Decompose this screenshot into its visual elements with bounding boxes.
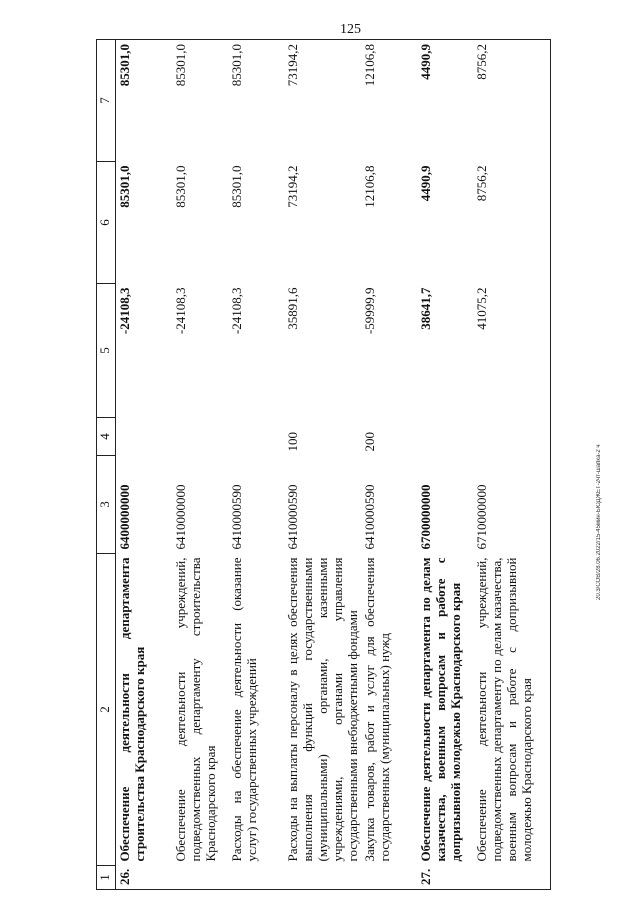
row-number: 26. xyxy=(116,866,173,890)
header-cell: 7 xyxy=(97,40,116,162)
row-value-col6: 85301,0 xyxy=(229,165,244,208)
page-number: 125 xyxy=(340,22,361,37)
row-expense-type: 100 xyxy=(285,432,300,452)
row-number: 27. xyxy=(417,866,473,890)
row-value-col7: 73194,2 xyxy=(284,40,361,162)
row-value-col7: 85301,0 xyxy=(116,40,173,162)
table-row xyxy=(361,40,417,890)
row-value-col6: 4490,9 xyxy=(418,165,433,202)
row-value-col5: -59999,9 xyxy=(362,287,377,335)
row-code: 6700000000 xyxy=(418,484,433,550)
row-value-col7: 4490,9 xyxy=(417,40,473,162)
row-value-col7: 85301,0 xyxy=(228,40,284,162)
row-number xyxy=(284,866,361,890)
header-cell: 1 xyxy=(97,866,116,890)
row-name: Обеспечение деятельности департамента по делам казачества, военным вопросам и работе с допризывной молодежью Краснодарского края xyxy=(418,557,463,862)
header-cell: 2 xyxy=(97,554,116,866)
row-name: Обеспечение деятельности департамента строительства Краснодарского края xyxy=(117,557,147,862)
row-name: Расходы на выплаты персоналу в целях обеспечения выполнения функций государственными (муниципальными) органами, казенными учреждениями, органами управления государственными внебюджетными фондами xyxy=(285,557,360,862)
header-cell: 4 xyxy=(97,418,116,456)
row-value-col7: 8756,2 xyxy=(473,40,551,162)
row-value-col6: 8756,2 xyxy=(473,162,551,284)
row-code: 6710000000 xyxy=(473,456,551,554)
header-row xyxy=(97,40,116,890)
row-value-col6: 73194,2 xyxy=(285,165,300,208)
row-value-col5: -24108,3 xyxy=(229,287,244,335)
budget-table xyxy=(96,39,551,890)
row-number xyxy=(172,866,228,890)
header-cell: 6 xyxy=(97,162,116,284)
row-expense-type xyxy=(228,418,284,456)
row-expense-type xyxy=(417,418,473,456)
row-value-col5: 41075,2 xyxy=(473,284,551,418)
row-value-col5: 35891,6 xyxy=(285,287,300,330)
row-value-col6: 85301,0 xyxy=(117,165,132,208)
row-expense-type xyxy=(172,418,228,456)
budget-table-container xyxy=(96,40,576,890)
row-value-col5: -24108,3 xyxy=(117,287,132,335)
row-expense-type: 200 xyxy=(362,432,377,452)
table-row xyxy=(172,40,228,890)
row-number xyxy=(228,866,284,890)
row-value-col7: 85301,0 xyxy=(172,40,228,162)
table-row xyxy=(284,40,361,890)
header-cell: 3 xyxy=(97,456,116,554)
table-row xyxy=(417,40,473,890)
rotated-page xyxy=(96,40,576,890)
table-row xyxy=(116,40,173,890)
row-value-col6: 12106,8 xyxy=(362,165,377,208)
row-code: 6410000000 xyxy=(173,484,188,550)
row-expense-type xyxy=(116,418,173,456)
row-number xyxy=(361,866,417,890)
row-code: 6410000590 xyxy=(362,484,377,550)
row-value-col7: 12106,8 xyxy=(361,40,417,162)
row-expense-type xyxy=(473,418,551,456)
header-cell: 5 xyxy=(97,284,116,418)
row-value-col5: 38641,7 xyxy=(418,287,433,330)
row-name: Обеспечение деятельности учреждений, подведомственных департаменту по делам казачества, военным вопросам и работе с допризывной молодежью Краснодарского края xyxy=(473,554,551,866)
row-value-col6: 85301,0 xyxy=(173,165,188,208)
table-row xyxy=(473,40,551,890)
row-code: 6410000590 xyxy=(229,484,244,550)
side-stamp: 20.3/СОВ/28.06.2022/15-45мин-БЮДЖЕТ-2чт-шапка-2 ч xyxy=(596,444,602,600)
row-code: 6410000590 xyxy=(285,484,300,550)
row-name: Закупка товаров, работ и услуг для обеспечения государственных (муниципальных) нужд xyxy=(362,557,392,862)
row-name: Расходы на обеспечение деятельности (оказание услуг) государственных учреждений xyxy=(229,557,259,862)
row-code: 6400000000 xyxy=(117,484,132,550)
row-name: Обеспечение деятельности учреждений, подведомственных департаменту строительства Краснодарского края xyxy=(173,557,218,862)
table-row xyxy=(228,40,284,890)
row-value-col5: -24108,3 xyxy=(173,287,188,335)
row-number xyxy=(473,866,551,890)
